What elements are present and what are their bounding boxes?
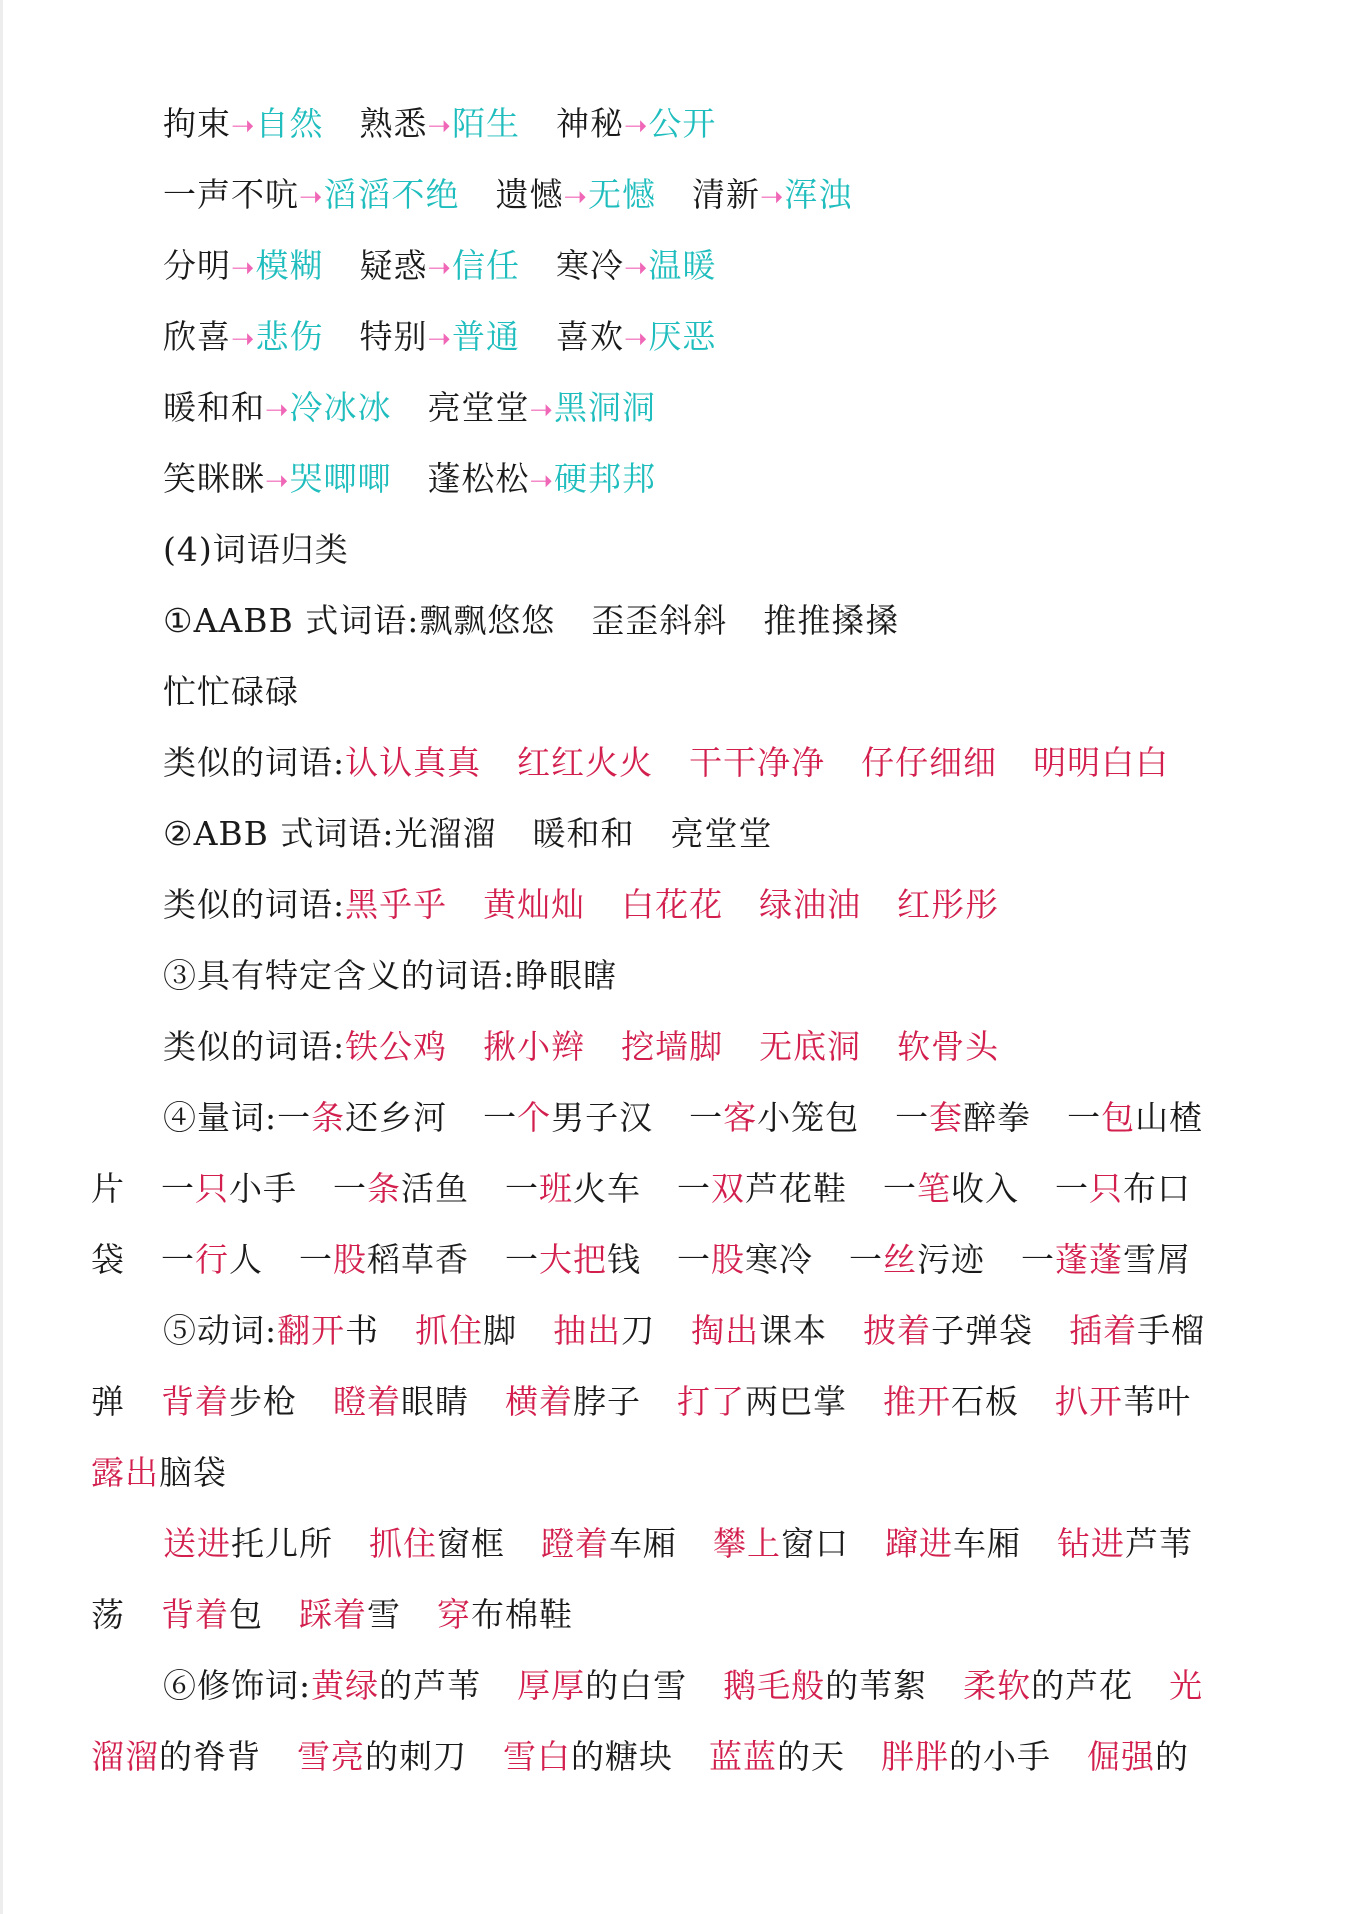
plain-text: 一 bbox=[677, 1169, 711, 1208]
text-line bbox=[91, 798, 1271, 869]
arrow-icon: ➝ bbox=[623, 322, 649, 355]
highlight-word: 绿油油 bbox=[759, 885, 862, 924]
highlight-word: 大把 bbox=[539, 1240, 607, 1279]
plain-text: 芦苇 bbox=[1125, 1524, 1193, 1563]
arrow-icon: ➝ bbox=[231, 322, 256, 355]
plain-text: ④量词:一 bbox=[163, 1098, 312, 1137]
plain-text: 窗框 bbox=[437, 1524, 505, 1563]
highlight-word: 打了 bbox=[677, 1382, 745, 1421]
text-line bbox=[91, 656, 1271, 727]
plain-text: 的 bbox=[1155, 1737, 1189, 1776]
arrow-icon: ➝ bbox=[529, 464, 554, 497]
highlight-word: 倔强 bbox=[1087, 1737, 1155, 1776]
text-line bbox=[91, 727, 1271, 798]
antonym-answer: 自然 bbox=[255, 104, 324, 143]
antonym-word: 喜欢 bbox=[555, 317, 624, 356]
plain-text: 的芦苇 bbox=[379, 1666, 482, 1705]
highlight-word: 套 bbox=[929, 1098, 964, 1137]
highlight-word: 踩着 bbox=[299, 1595, 367, 1634]
plain-text: 刀 bbox=[621, 1311, 656, 1350]
antonym-word: 神秘 bbox=[555, 104, 624, 143]
plain-text: 一 bbox=[505, 1240, 539, 1279]
plain-text: 活鱼 bbox=[401, 1169, 469, 1208]
arrow-icon: ➝ bbox=[529, 393, 554, 426]
plain-text: 的苇絮 bbox=[825, 1666, 928, 1705]
text-line bbox=[91, 1224, 1271, 1295]
plain-text: 芦花鞋 bbox=[745, 1169, 847, 1208]
plain-text: 还乡河 bbox=[345, 1098, 448, 1137]
highlight-word: 雪白 bbox=[503, 1737, 571, 1776]
highlight-word: 鹅毛般 bbox=[723, 1666, 826, 1705]
highlight-word: 蹬着 bbox=[541, 1524, 609, 1563]
plain-text: 小笼包 bbox=[757, 1098, 860, 1137]
antonym-answer: 普通 bbox=[451, 317, 520, 356]
plain-text: 包 bbox=[229, 1595, 263, 1634]
plain-text: 步枪 bbox=[229, 1382, 297, 1421]
antonym-line bbox=[91, 230, 1271, 301]
plain-text: 稻草香 bbox=[367, 1240, 469, 1279]
highlight-word: 条 bbox=[311, 1098, 346, 1137]
arrow-icon: ➝ bbox=[563, 180, 588, 213]
highlight-word: 认认真真 bbox=[345, 743, 482, 782]
plain-text: 布棉鞋 bbox=[471, 1595, 573, 1634]
plain-text: 苇叶 bbox=[1123, 1382, 1191, 1421]
highlight-word: 推开 bbox=[883, 1382, 951, 1421]
plain-text: 一 bbox=[689, 1098, 724, 1137]
highlight-word: 行 bbox=[195, 1240, 229, 1279]
highlight-word: 背着 bbox=[161, 1382, 229, 1421]
plain-text: 雪屑 bbox=[1123, 1240, 1191, 1279]
highlight-word: 穿 bbox=[437, 1595, 471, 1634]
plain-text: 一 bbox=[849, 1240, 883, 1279]
plain-text: 一 bbox=[161, 1240, 195, 1279]
text-line bbox=[91, 1721, 1271, 1792]
highlight-word: 班 bbox=[539, 1169, 573, 1208]
highlight-word: 黄灿灿 bbox=[483, 885, 586, 924]
text-line bbox=[91, 1082, 1271, 1153]
arrow-icon: ➝ bbox=[265, 464, 290, 497]
highlight-word: 红彤彤 bbox=[897, 885, 1000, 924]
antonym-answer: 信任 bbox=[451, 246, 520, 285]
highlight-word: 送进 bbox=[163, 1524, 231, 1563]
arrow-icon: ➝ bbox=[427, 322, 452, 355]
plain-text: 推推搡搡 bbox=[763, 601, 900, 640]
highlight-word: 铁公鸡 bbox=[345, 1027, 448, 1066]
highlight-word: 黑乎乎 bbox=[345, 885, 448, 924]
arrow-icon: ➝ bbox=[623, 251, 649, 284]
highlight-word: 露出 bbox=[91, 1453, 159, 1492]
highlight-word: 只 bbox=[195, 1169, 229, 1208]
antonym-word: 遗憾 bbox=[495, 175, 564, 214]
plain-text: 子弹袋 bbox=[931, 1311, 1034, 1350]
plain-text: 一 bbox=[161, 1169, 195, 1208]
antonym-word: 笑眯眯 bbox=[163, 459, 265, 498]
plain-text: 醉拳 bbox=[963, 1098, 1032, 1137]
text-line bbox=[91, 1579, 1271, 1650]
highlight-word: 条 bbox=[367, 1169, 401, 1208]
text-line bbox=[91, 585, 1271, 656]
plain-text: 的白雪 bbox=[585, 1666, 688, 1705]
plain-text: 石板 bbox=[951, 1382, 1019, 1421]
highlight-word: 包 bbox=[1101, 1098, 1136, 1137]
plain-text: 人 bbox=[229, 1240, 263, 1279]
highlight-word: 抽出 bbox=[553, 1311, 622, 1350]
highlight-word: 挖墙脚 bbox=[621, 1027, 724, 1066]
highlight-word: 黄绿 bbox=[311, 1666, 380, 1705]
plain-text: 雪 bbox=[367, 1595, 401, 1634]
plain-text: 的小手 bbox=[949, 1737, 1051, 1776]
highlight-word: 股 bbox=[711, 1240, 745, 1279]
plain-text: 脖子 bbox=[573, 1382, 641, 1421]
plain-text: 一 bbox=[1067, 1098, 1102, 1137]
antonym-answer: 硬邦邦 bbox=[553, 459, 656, 498]
arrow-icon: ➝ bbox=[759, 180, 785, 213]
antonym-answer: 黑洞洞 bbox=[553, 388, 656, 427]
plain-text: 窗口 bbox=[781, 1524, 849, 1563]
highlight-word: 瞪着 bbox=[333, 1382, 401, 1421]
highlight-word: 明明白白 bbox=[1033, 743, 1170, 782]
highlight-word: 红红火火 bbox=[517, 743, 654, 782]
antonym-answer: 无憾 bbox=[587, 175, 656, 214]
plain-text: 一 bbox=[483, 1098, 518, 1137]
plain-text: 山楂 bbox=[1135, 1098, 1204, 1137]
plain-text: 小手 bbox=[229, 1169, 297, 1208]
text-line bbox=[91, 1295, 1271, 1366]
highlight-word: 蓬蓬 bbox=[1055, 1240, 1123, 1279]
highlight-word: 胖胖 bbox=[881, 1737, 949, 1776]
plain-text: 类似的词语: bbox=[163, 885, 346, 924]
highlight-word: 白花花 bbox=[621, 885, 724, 924]
plain-text: 眼睛 bbox=[401, 1382, 469, 1421]
plain-text: ⑥修饰词: bbox=[163, 1666, 312, 1705]
highlight-word: 翻开 bbox=[277, 1311, 346, 1350]
antonym-line bbox=[91, 372, 1271, 443]
highlight-word: 揪小辫 bbox=[483, 1027, 586, 1066]
plain-text: 一 bbox=[883, 1169, 917, 1208]
highlight-word: 光 bbox=[1169, 1666, 1204, 1705]
highlight-word: 蹿进 bbox=[885, 1524, 953, 1563]
plain-text: 一 bbox=[505, 1169, 539, 1208]
highlight-word: 攀上 bbox=[713, 1524, 781, 1563]
antonym-word: 暖和和 bbox=[163, 388, 265, 427]
highlight-word: 溜溜 bbox=[91, 1737, 159, 1776]
plain-text: 脑袋 bbox=[159, 1453, 227, 1492]
antonym-word: 欣喜 bbox=[163, 317, 231, 356]
arrow-icon: ➝ bbox=[623, 109, 649, 142]
plain-text: 亮堂堂 bbox=[670, 814, 773, 853]
plain-text: 收入 bbox=[951, 1169, 1019, 1208]
arrow-icon: ➝ bbox=[427, 109, 452, 142]
plain-text: 一 bbox=[895, 1098, 930, 1137]
plain-text: ③具有特定含义的词语:睁眼瞎 bbox=[163, 956, 618, 995]
antonym-answer: 陌生 bbox=[451, 104, 520, 143]
highlight-word: 扒开 bbox=[1055, 1382, 1123, 1421]
text-line bbox=[91, 514, 1271, 585]
plain-text: (4)词语归类 bbox=[163, 530, 349, 569]
arrow-icon: ➝ bbox=[299, 180, 324, 213]
arrow-icon: ➝ bbox=[231, 109, 256, 142]
antonym-word: 清新 bbox=[691, 175, 760, 214]
plain-text: 一 bbox=[677, 1240, 711, 1279]
antonym-answer: 冷冰冰 bbox=[289, 388, 392, 427]
plain-text: 片 bbox=[91, 1169, 125, 1208]
highlight-word: 抓住 bbox=[415, 1311, 484, 1350]
plain-text: 钱 bbox=[607, 1240, 641, 1279]
highlight-word: 笔 bbox=[917, 1169, 951, 1208]
arrow-icon: ➝ bbox=[231, 251, 256, 284]
plain-text: 托儿所 bbox=[231, 1524, 333, 1563]
plain-text: 两巴掌 bbox=[745, 1382, 847, 1421]
plain-text: 布口 bbox=[1123, 1169, 1191, 1208]
plain-text: 类似的词语: bbox=[163, 743, 346, 782]
plain-text: 荡 bbox=[91, 1595, 125, 1634]
antonym-answer: 滔滔不绝 bbox=[323, 175, 460, 214]
antonym-answer: 温暖 bbox=[648, 246, 717, 285]
plain-text: 忙忙碌碌 bbox=[163, 672, 299, 711]
plain-text: 的刺刀 bbox=[365, 1737, 467, 1776]
antonym-word: 蓬松松 bbox=[427, 459, 530, 498]
plain-text: ⑤动词: bbox=[163, 1311, 278, 1350]
plain-text: ②ABB 式词语:光溜溜 bbox=[163, 814, 497, 853]
plain-text: 车厢 bbox=[609, 1524, 677, 1563]
highlight-word: 掏出 bbox=[691, 1311, 760, 1350]
highlight-word: 只 bbox=[1089, 1169, 1123, 1208]
plain-text: 一 bbox=[333, 1169, 367, 1208]
plain-text: ①AABB 式词语:飘飘悠悠 bbox=[163, 601, 556, 640]
antonym-answer: 哭唧唧 bbox=[289, 459, 392, 498]
highlight-word: 背着 bbox=[161, 1595, 229, 1634]
antonym-word: 分明 bbox=[163, 246, 231, 285]
antonym-word: 一声不吭 bbox=[163, 175, 299, 214]
highlight-word: 披着 bbox=[863, 1311, 932, 1350]
antonym-word: 疑惑 bbox=[359, 246, 428, 285]
plain-text: 一 bbox=[1021, 1240, 1055, 1279]
arrow-icon: ➝ bbox=[427, 251, 452, 284]
plain-text: 男子汉 bbox=[551, 1098, 654, 1137]
antonym-line bbox=[91, 159, 1271, 230]
antonym-word: 熟悉 bbox=[359, 104, 428, 143]
antonym-line bbox=[91, 88, 1271, 159]
plain-text: 一 bbox=[299, 1240, 333, 1279]
highlight-word: 软骨头 bbox=[897, 1027, 1000, 1066]
highlight-word: 抓住 bbox=[369, 1524, 437, 1563]
highlight-word: 柔软 bbox=[963, 1666, 1032, 1705]
highlight-word: 丝 bbox=[883, 1240, 917, 1279]
highlight-word: 股 bbox=[333, 1240, 367, 1279]
plain-text: 类似的词语: bbox=[163, 1027, 346, 1066]
plain-text: 袋 bbox=[91, 1240, 125, 1279]
antonym-line bbox=[91, 443, 1271, 514]
text-line bbox=[91, 1650, 1271, 1721]
plain-text: 暖和和 bbox=[532, 814, 635, 853]
text-line bbox=[91, 940, 1271, 1011]
plain-text: 手榴 bbox=[1137, 1311, 1206, 1350]
plain-text: 车厢 bbox=[953, 1524, 1021, 1563]
plain-text: 书 bbox=[345, 1311, 380, 1350]
plain-text: 污迹 bbox=[917, 1240, 985, 1279]
antonym-word: 亮堂堂 bbox=[427, 388, 530, 427]
plain-text: 课本 bbox=[759, 1311, 828, 1350]
highlight-word: 钻进 bbox=[1057, 1524, 1125, 1563]
antonym-answer: 厌恶 bbox=[648, 317, 717, 356]
text-line bbox=[91, 1153, 1271, 1224]
highlight-word: 干干净净 bbox=[689, 743, 826, 782]
plain-text: 火车 bbox=[573, 1169, 641, 1208]
highlight-word: 蓝蓝 bbox=[709, 1737, 777, 1776]
antonym-line bbox=[91, 301, 1271, 372]
text-line bbox=[91, 1011, 1271, 1082]
highlight-word: 雪亮 bbox=[297, 1737, 365, 1776]
antonym-answer: 悲伤 bbox=[255, 317, 324, 356]
plain-text: 的脊背 bbox=[159, 1737, 261, 1776]
highlight-word: 无底洞 bbox=[759, 1027, 862, 1066]
plain-text: 寒冷 bbox=[745, 1240, 813, 1279]
plain-text: 的糖块 bbox=[571, 1737, 673, 1776]
document-content bbox=[91, 88, 1271, 1792]
plain-text: 歪歪斜斜 bbox=[591, 601, 728, 640]
highlight-word: 客 bbox=[723, 1098, 758, 1137]
plain-text: 脚 bbox=[483, 1311, 518, 1350]
plain-text: 的天 bbox=[777, 1737, 845, 1776]
highlight-word: 横着 bbox=[505, 1382, 573, 1421]
highlight-word: 仔仔细细 bbox=[861, 743, 998, 782]
antonym-word: 拘束 bbox=[163, 104, 231, 143]
highlight-word: 双 bbox=[711, 1169, 745, 1208]
antonym-answer: 浑浊 bbox=[784, 175, 853, 214]
text-line bbox=[91, 1366, 1271, 1437]
antonym-word: 寒冷 bbox=[555, 246, 624, 285]
antonym-answer: 公开 bbox=[648, 104, 717, 143]
plain-text: 弹 bbox=[91, 1382, 125, 1421]
text-line bbox=[91, 1437, 1271, 1508]
arrow-icon: ➝ bbox=[265, 393, 290, 426]
plain-text: 的芦花 bbox=[1031, 1666, 1134, 1705]
antonym-word: 特别 bbox=[359, 317, 428, 356]
highlight-word: 插着 bbox=[1069, 1311, 1138, 1350]
text-line bbox=[91, 1508, 1271, 1579]
plain-text: 一 bbox=[1055, 1169, 1089, 1208]
antonym-answer: 模糊 bbox=[255, 246, 324, 285]
highlight-word: 个 bbox=[517, 1098, 552, 1137]
highlight-word: 厚厚 bbox=[517, 1666, 586, 1705]
text-line bbox=[91, 869, 1271, 940]
